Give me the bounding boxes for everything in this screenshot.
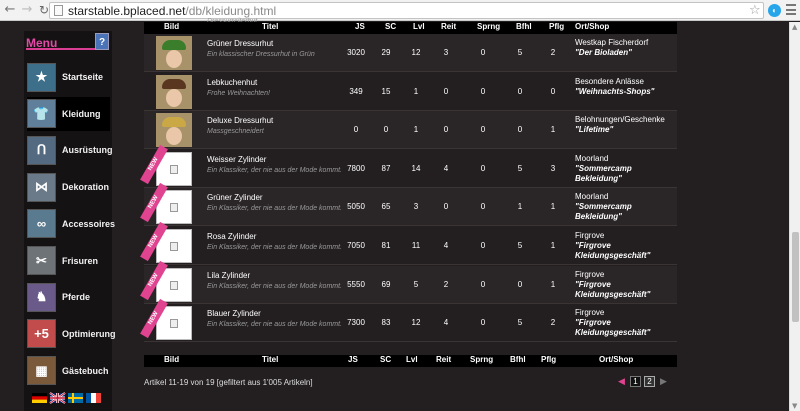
de-flag-icon[interactable] xyxy=(32,393,47,403)
bow-icon: ⋈ xyxy=(27,173,56,202)
table-row[interactable] xyxy=(144,188,677,226)
sidebar-item-optimierung[interactable] xyxy=(27,317,116,351)
cell-js: 7800 xyxy=(347,163,365,173)
location-name: Firgrove xyxy=(575,231,605,240)
plus-five-icon: +5 xyxy=(27,319,56,348)
cell-lvl: 12 xyxy=(411,318,421,328)
cell-bfhl: 0 xyxy=(517,125,523,135)
shop-name: "Firgrove Kleidungsgeschäft" xyxy=(575,241,651,260)
cell-lvl: 1 xyxy=(413,86,419,96)
cell-bfhl: 5 xyxy=(517,241,523,250)
cell-sprng: 0 xyxy=(480,86,486,96)
fr-flag-icon[interactable] xyxy=(86,393,101,403)
cell-pflg: 1 xyxy=(550,241,556,250)
col-reit[interactable]: Reit xyxy=(441,22,457,31)
sidebar-item-label: Kleidung xyxy=(62,108,101,119)
foot-col-js[interactable]: JS xyxy=(348,355,358,364)
shop-name: "Sommercamp Bekleidung" xyxy=(575,202,632,222)
table-footer-header xyxy=(144,355,677,367)
star-icon: ★ xyxy=(27,63,56,92)
cell-ort xyxy=(575,308,677,338)
new-badge xyxy=(144,266,166,304)
col-sc[interactable]: SC xyxy=(385,22,397,31)
page-scrollbar[interactable] xyxy=(789,22,800,411)
cell-sprng: 0 xyxy=(480,163,486,173)
horse-icon: ♞ xyxy=(27,283,56,312)
location-name: Firgrove xyxy=(575,269,605,279)
back-arrow-icon[interactable]: ← xyxy=(4,2,16,17)
item-title: Grüner Zylinder xyxy=(207,193,263,203)
reload-icon[interactable]: ↻ xyxy=(38,3,50,17)
sidebar-item-label: Frisuren xyxy=(62,255,99,266)
location-name: Besondere Anlässe xyxy=(575,76,644,86)
location-name: Firgrove xyxy=(575,308,605,318)
cell-sc: 69 xyxy=(381,279,391,289)
cell-bfhl: 0 xyxy=(517,86,523,96)
avatar-face xyxy=(166,127,182,145)
cell-pflg: 1 xyxy=(550,125,556,135)
new-badge xyxy=(144,150,166,188)
sidebar-item-label: Ausrüstung xyxy=(62,145,113,156)
foot-col-bild[interactable]: Bild xyxy=(164,355,180,364)
sidebar-item-startseite[interactable] xyxy=(27,60,110,94)
pagination-info: Artikel 11-19 von 19 [gefiltert aus 1'005 Artikeln] xyxy=(144,378,313,387)
new-badge-label: NEW xyxy=(140,261,168,300)
cell-reit: 2 xyxy=(443,279,449,289)
col-pflg[interactable]: Pflg xyxy=(549,22,565,31)
sidebar-item-label: Dekoration xyxy=(62,182,110,193)
item-subtitle: Ein Klassiker, der nie aus der Mode kommt. xyxy=(207,205,343,213)
sidebar-item-frisuren[interactable] xyxy=(27,244,110,278)
new-badge-label: NEW xyxy=(140,222,168,261)
cell-pflg: 1 xyxy=(550,202,556,212)
cell-reit: 4 xyxy=(443,163,449,173)
pagination xyxy=(616,376,669,387)
avatar-face xyxy=(166,89,182,107)
cell-sc: 81 xyxy=(381,241,391,250)
sidebar-item-label: Pferde xyxy=(62,292,91,303)
sidebar-item-label: Accessoires xyxy=(62,218,116,229)
shop-name: "Firgrove Kleidungsgeschäft" xyxy=(575,318,651,338)
foot-col-lvl[interactable]: Lvl xyxy=(406,355,418,364)
item-title: Deluxe Dressurhut xyxy=(207,116,274,126)
hat-shape xyxy=(162,40,186,50)
forward-arrow-icon[interactable]: → xyxy=(21,2,33,17)
glasses-icon: ∞ xyxy=(27,209,56,238)
cell-bfhl: 1 xyxy=(517,202,523,212)
new-badge xyxy=(144,227,166,265)
cell-lvl: 14 xyxy=(411,163,421,173)
item-title: Lila Zylinder xyxy=(207,270,251,280)
item-subtitle: Ein Klassiker, der nie aus der Mode kommt. xyxy=(207,282,343,290)
table-row[interactable] xyxy=(144,227,677,265)
browser-toolbar xyxy=(0,0,800,21)
horseshoe-icon: Ո xyxy=(27,136,56,165)
new-badge-label: NEW xyxy=(140,299,168,338)
sidebar-item-accessoires[interactable] xyxy=(27,207,116,241)
cell-sc: 15 xyxy=(381,86,391,96)
sidebar-item-kleidung[interactable] xyxy=(27,97,110,131)
col-ort[interactable]: Ort/Shop xyxy=(575,22,610,31)
cell-reit: 0 xyxy=(443,202,449,212)
shop-name: "Firgrove Kleidungsgeschäft" xyxy=(575,279,651,299)
table-row[interactable] xyxy=(144,150,677,188)
cell-sc: 87 xyxy=(381,163,391,173)
cell-pflg: 2 xyxy=(550,318,556,328)
cell-lvl: 5 xyxy=(413,279,419,289)
cell-reit: 3 xyxy=(443,48,449,57)
broken-image-icon xyxy=(170,203,178,212)
foot-col-bfhl[interactable]: Bfhl xyxy=(510,355,526,364)
se-flag-icon[interactable] xyxy=(68,393,83,403)
col-bild[interactable]: Bild xyxy=(164,22,180,31)
cell-js: 3020 xyxy=(347,48,365,57)
cell-ort xyxy=(575,270,677,300)
item-image xyxy=(156,36,192,70)
new-badge-label: NEW xyxy=(140,145,168,184)
item-title: Weisser Zylinder xyxy=(207,154,267,164)
item-subtitle: Ein Klassiker, der nie aus der Mode kommt. xyxy=(207,321,343,329)
item-image xyxy=(156,75,192,109)
location-name: Moorland xyxy=(575,153,609,163)
item-title: Rosa Zylinder xyxy=(207,232,257,241)
cell-bfhl: 5 xyxy=(517,48,523,57)
cell-pflg: 3 xyxy=(550,163,556,173)
cell-bfhl: 5 xyxy=(517,163,523,173)
scroll-up-icon[interactable]: ▲ xyxy=(792,23,798,31)
cell-sprng: 0 xyxy=(480,125,486,135)
shop-name: "Weihnachts-Shops" xyxy=(575,86,655,96)
cell-js: 5050 xyxy=(347,202,365,212)
sidebar-item-gästebuch[interactable] xyxy=(27,354,110,388)
cell-sprng: 0 xyxy=(480,241,486,250)
cell-reit: 4 xyxy=(443,318,449,328)
cell-ort xyxy=(575,192,677,222)
cell-sprng: 0 xyxy=(480,279,486,289)
item-subtitle: Ein Klassiker, der nie aus der Mode kommt. xyxy=(207,244,343,251)
cell-sprng: 0 xyxy=(480,318,486,328)
cell-js: 349 xyxy=(349,86,363,96)
broken-image-icon xyxy=(170,319,178,328)
prev-page-icon[interactable]: ◀ xyxy=(618,376,625,386)
cell-reit: 4 xyxy=(443,241,449,250)
cell-ort xyxy=(575,154,677,184)
sidebar-item-dekoration[interactable] xyxy=(27,170,110,204)
cell-pflg: 1 xyxy=(550,279,556,289)
foot-col-ort[interactable]: Ort/Shop xyxy=(599,355,634,364)
cell-reit: 0 xyxy=(443,125,449,135)
page-2-button[interactable]: 2 xyxy=(644,376,655,387)
location-name: Westkap Fischerdorf xyxy=(575,38,649,47)
broken-image-icon xyxy=(170,281,178,290)
sidebar xyxy=(24,31,116,411)
hat-shape xyxy=(162,117,186,127)
table-row[interactable] xyxy=(144,34,677,72)
address-bar[interactable] xyxy=(49,2,764,19)
sidebar-item-pferde[interactable] xyxy=(27,280,110,314)
col-js[interactable]: JS xyxy=(355,22,365,31)
hat-shape xyxy=(162,79,186,89)
table-header xyxy=(144,22,677,34)
new-badge xyxy=(144,304,166,342)
cell-lvl: 3 xyxy=(413,202,419,212)
url-path: /db/kleidung.html xyxy=(185,3,277,18)
col-sprng[interactable]: Sprng xyxy=(477,22,501,31)
uk-flag-icon[interactable] xyxy=(50,393,65,403)
sidebar-item-ausrüstung[interactable] xyxy=(27,133,113,167)
location-name: Belohnungen/Geschenke xyxy=(575,115,665,125)
cell-sc: 65 xyxy=(381,202,391,212)
foot-col-reit[interactable]: Reit xyxy=(436,355,452,364)
cell-pflg: 0 xyxy=(550,86,556,96)
cell-ort xyxy=(575,231,677,261)
item-image xyxy=(156,113,192,147)
cell-sprng: 0 xyxy=(480,202,486,212)
main-content xyxy=(144,22,677,411)
cell-ort xyxy=(575,38,677,58)
cell-sc: 83 xyxy=(381,318,391,328)
cell-lvl: 12 xyxy=(411,48,421,57)
items-table xyxy=(144,22,677,367)
table-row[interactable] xyxy=(144,304,677,342)
page-1-button[interactable]: 1 xyxy=(630,376,641,387)
foot-col-titel[interactable]: Titel xyxy=(262,355,279,364)
cell-bfhl: 0 xyxy=(517,279,523,289)
cell-ort xyxy=(575,115,677,135)
col-titel[interactable]: Titel xyxy=(262,22,279,31)
shop-name: "Sommercamp Bekleidung" xyxy=(575,163,632,183)
cell-sprng: 0 xyxy=(480,48,486,57)
location-name: Moorland xyxy=(575,192,609,202)
avatar-face xyxy=(166,50,182,68)
sidebar-item-label: Gästebuch xyxy=(62,365,109,376)
item-title: Blauer Zylinder xyxy=(207,309,261,319)
item-subtitle: Ein klassischer Dressurhut in Grün xyxy=(207,51,315,58)
col-bfhl[interactable]: Bfhl xyxy=(516,22,532,31)
language-flags xyxy=(32,393,101,403)
cell-js: 7050 xyxy=(347,241,365,250)
foot-col-sprng[interactable]: Sprng xyxy=(470,355,494,364)
page-icon xyxy=(54,5,63,16)
item-title: Grüner Dressurhut xyxy=(207,39,274,48)
bookmark-star-icon[interactable]: ☆ xyxy=(749,3,761,18)
menu-title: Menu xyxy=(26,36,96,50)
scroll-down-icon[interactable]: ▼ xyxy=(792,402,798,410)
sidebar-item-label: Startseite xyxy=(62,72,104,82)
next-page-icon[interactable]: ▶ xyxy=(660,376,667,386)
broken-image-icon xyxy=(170,242,178,251)
table-row[interactable] xyxy=(144,266,677,304)
cell-sc: 0 xyxy=(383,125,389,135)
cell-lvl: 11 xyxy=(411,241,421,250)
table-row[interactable] xyxy=(144,111,677,149)
table-row[interactable] xyxy=(144,73,677,111)
col-lvl[interactable]: Lvl xyxy=(413,22,425,31)
item-subtitle: Massgeschneidert xyxy=(207,128,264,136)
scrollbar-thumb[interactable] xyxy=(792,232,799,322)
shirt-icon: 👕 xyxy=(27,99,56,128)
new-badge xyxy=(144,188,166,226)
cell-ort xyxy=(575,77,677,97)
item-title: Lebkuchenhut xyxy=(207,77,258,87)
cell-bfhl: 5 xyxy=(517,318,523,328)
foot-col-sc[interactable]: SC xyxy=(380,355,392,364)
cell-js: 7300 xyxy=(347,318,365,328)
cell-pflg: 2 xyxy=(550,48,556,57)
url-host: starstable.bplaced.net xyxy=(68,3,186,18)
extension-icon[interactable]: ◐ xyxy=(768,4,781,17)
cell-lvl: 1 xyxy=(413,125,419,135)
foot-col-pflg[interactable]: Pflg xyxy=(541,355,557,364)
item-subtitle: Ein Klassiker, der nie aus der Mode kommt. xyxy=(207,166,343,174)
new-badge-label: NEW xyxy=(140,183,168,222)
scissors-icon: ✂ xyxy=(27,246,56,275)
shop-name: "Der Bioladen" xyxy=(575,48,632,57)
broken-image-icon xyxy=(170,165,178,174)
cell-sc: 29 xyxy=(381,48,391,57)
browser-menu-icon[interactable] xyxy=(786,4,796,15)
item-subtitle: Frohe Weihnachten! xyxy=(207,89,270,97)
cell-js: 5550 xyxy=(347,279,365,289)
cell-js: 0 xyxy=(353,125,359,135)
guestbook-icon: ▦ xyxy=(27,356,56,385)
shop-name: "Lifetime" xyxy=(575,125,614,135)
sidebar-item-label: Optimierung xyxy=(62,328,116,339)
help-icon[interactable]: ? xyxy=(95,33,109,50)
cell-reit: 0 xyxy=(443,86,449,96)
